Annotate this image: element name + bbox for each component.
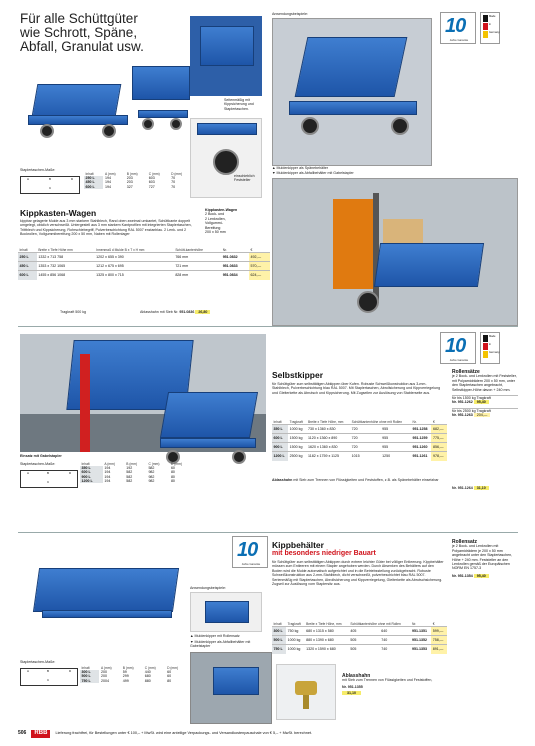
guarantee-badge bbox=[440, 12, 476, 44]
text-cell: 951.1352 bbox=[411, 636, 432, 645]
drain-tap-photo bbox=[276, 664, 336, 720]
text-cell: Rollensatz bbox=[452, 539, 478, 545]
text-cell: 880 bbox=[144, 678, 151, 683]
text-cell: mit Sieb zum Trennen von Flüssigkeiten und Feststoffen, bbox=[342, 678, 433, 683]
text-cell: 203 bbox=[126, 176, 133, 181]
table-row bbox=[272, 636, 447, 645]
table-row bbox=[80, 679, 188, 683]
text-cell: je 2 Bock- und Lenkrollen mit Feststeller, mit Polyamidrädern 200 x 50 mm, unter den Staplertaschen angebracht, Selbstkipper-Höhe davon + 240 mm. bbox=[452, 374, 517, 392]
text-cell: 951.0832 bbox=[221, 253, 249, 262]
text-cell: 200 bbox=[100, 674, 107, 679]
text-cell: 951.1261 bbox=[411, 452, 432, 461]
text-cell: 900 L bbox=[272, 443, 288, 452]
text-cell: D bbox=[69, 471, 72, 475]
text-cell: Jahre Garantie bbox=[241, 561, 261, 566]
text-cell: 10 bbox=[445, 15, 466, 37]
table-row bbox=[272, 452, 447, 461]
text-cell: 1325 x 800 x 715 bbox=[95, 271, 174, 280]
text-cell: € bbox=[432, 420, 435, 424]
text-cell: 982 bbox=[148, 478, 155, 483]
text-cell: Jahre Garantie bbox=[449, 357, 469, 362]
text-cell: 10 bbox=[445, 335, 466, 357]
load-note: Tragkraft 500 kg bbox=[60, 310, 87, 314]
text-cell: Inhalt bbox=[273, 622, 282, 626]
table-row bbox=[80, 479, 192, 483]
text-cell: Schütt-kantenhöhe bbox=[175, 248, 203, 252]
text-cell: Bereifung bbox=[205, 225, 221, 230]
text-cell: 10 bbox=[237, 539, 258, 561]
text-cell: 450 L bbox=[84, 180, 103, 184]
text-cell: 499 bbox=[122, 678, 129, 683]
text-cell: 1500 kg bbox=[288, 443, 306, 452]
text-cell: 982 bbox=[148, 470, 155, 475]
text-cell: 2500 kg bbox=[288, 452, 306, 461]
text-cell: 951.1259 bbox=[411, 434, 432, 443]
footer bbox=[18, 730, 518, 738]
text-cell: 750 L bbox=[80, 679, 99, 683]
product-title-3: Kippbehälter bbox=[272, 540, 324, 550]
text-cell: 1332 x 713 758 bbox=[37, 253, 95, 262]
text-cell: 60 bbox=[167, 670, 172, 675]
text-cell: 60 bbox=[170, 466, 175, 471]
text-cell: je 2 Bock- und Lenkrollen mit Polyamidrädern je 200 x 50 mm angebracht unter den Staplertaschen, Höhe + 240 mm. Feststeller an den Lenkrollen gemäß der Europäischen NORM EN 1757-3 bbox=[452, 544, 513, 571]
rollensatz bbox=[452, 540, 518, 578]
text-cell: 720 bbox=[350, 425, 380, 434]
text-cell: Abfall, Granulat usw. bbox=[20, 39, 144, 54]
text-cell: 500 L bbox=[272, 636, 286, 645]
product-description: kippbar gelagerte Mulde aus 3 mm starkem Stahlblech, Rand oben zweimal umkantet, Schüttkante doppelt umgelegt, obiclich verschweißt. Untergestell aus 3 mm starkem Kantprofilen mit integrierten Staplertaschen, Trittblech und Kippsicherung, Rohrschiebegriff, Pulverbeschichtung RAL 5007 enzianblau. 2 Lenk- und 2 Bockrollen, Vollgummibereifung 200 x 50 mm, Naben mit Rollenlager bbox=[20, 219, 192, 237]
text-cell: 640 bbox=[380, 627, 411, 636]
text-cell: 740 bbox=[380, 645, 411, 654]
divider bbox=[18, 326, 518, 327]
text-cell: 194 bbox=[104, 470, 111, 475]
text-cell: 600 L bbox=[272, 434, 288, 443]
text-cell: 582 bbox=[148, 466, 155, 471]
side-info bbox=[205, 208, 265, 234]
guarantee-badge-3 bbox=[232, 536, 268, 568]
application-photo bbox=[272, 18, 432, 166]
text-cell: C (mm) bbox=[148, 172, 160, 176]
dim-table bbox=[84, 172, 192, 189]
text-cell: 95,40 bbox=[474, 574, 489, 578]
kippbehaelter-photo bbox=[20, 548, 186, 628]
text-cell: 70 bbox=[171, 176, 176, 181]
text-cell: 194 bbox=[104, 184, 111, 189]
text-cell: 730 x 1360 x 830 bbox=[306, 425, 350, 434]
headline bbox=[20, 12, 180, 54]
product-subtitle-3: mit besonders niedriger Bauart bbox=[272, 550, 376, 557]
text-cell: 727 bbox=[148, 184, 155, 189]
made-in-germany-flag bbox=[480, 12, 500, 44]
text-cell: Nr. bbox=[412, 420, 417, 424]
text-cell: 200 x 50 mm bbox=[205, 230, 226, 235]
text-cell: 405 bbox=[349, 627, 380, 636]
text-cell: 80 bbox=[167, 678, 172, 683]
text-cell: 80 bbox=[170, 474, 175, 479]
text-cell: C (mm) bbox=[148, 462, 160, 466]
text-cell: 955 bbox=[381, 434, 411, 443]
text-cell: 951.1258 bbox=[411, 425, 432, 434]
text-cell: Inhalt bbox=[81, 666, 90, 670]
text-cell: A (mm) bbox=[104, 462, 115, 466]
text-cell: 1000 kg bbox=[288, 425, 306, 434]
text-cell: 59 bbox=[122, 670, 127, 675]
text-cell: Made bbox=[489, 335, 496, 338]
text-cell: C (mm) bbox=[144, 666, 156, 670]
text-cell: C bbox=[49, 186, 52, 190]
forklift-photo bbox=[272, 178, 518, 326]
product-table-3 bbox=[272, 622, 447, 654]
text-cell: 1200 L bbox=[80, 479, 103, 483]
text-cell: Tragkraft bbox=[289, 420, 303, 424]
text-cell: Tragkraft bbox=[287, 622, 301, 626]
text-cell: 506 bbox=[18, 730, 27, 736]
dim-title: Staplertaschen-Maße: bbox=[20, 168, 56, 172]
dim-table-2 bbox=[80, 462, 192, 483]
guarantee-badge-2 bbox=[440, 332, 476, 364]
text-cell: Nr. 951.1262 bbox=[452, 400, 473, 405]
text-cell: 1015 bbox=[350, 452, 380, 461]
text-cell: 955 bbox=[381, 425, 411, 434]
text-cell: 1202 x 655 x 390 bbox=[95, 253, 174, 262]
text-cell: 203 bbox=[126, 180, 133, 185]
text-cell: Jahre Garantie bbox=[449, 37, 469, 42]
text-cell: 955 bbox=[381, 443, 411, 452]
text-cell: 775,— bbox=[431, 434, 447, 443]
text-cell: 26,80 bbox=[195, 310, 210, 314]
text-cell: 1182 x 1759 x 1125 bbox=[306, 452, 350, 461]
text-cell: Lieferung frachtfrei, für Bestellungen unter € 100,– + MwSt. wird eine anteilige Verpackungs- und Versandkostenpauschale von € 5,– + MwSt. berechnet. bbox=[55, 731, 313, 735]
text-cell: 1250 bbox=[381, 452, 411, 461]
text-cell: Breite x Tiefe Höhe, mm bbox=[306, 622, 342, 626]
text-cell: 1120 x 1360 x 890 bbox=[306, 434, 350, 443]
text-cell: 720 bbox=[350, 443, 380, 452]
forklift-pocket-diagram-2 bbox=[20, 470, 78, 488]
text-cell: 951.0833 bbox=[221, 262, 249, 271]
text-cell: 828 mm bbox=[174, 271, 221, 280]
application-photo-3b bbox=[190, 652, 272, 724]
text-cell: 350 L bbox=[272, 425, 288, 434]
text-cell: A (mm) bbox=[104, 172, 116, 176]
drain-block-3 bbox=[342, 674, 442, 696]
text-cell: 1000 kg bbox=[286, 645, 305, 654]
text-cell: 682,— bbox=[431, 425, 447, 434]
table-row bbox=[84, 185, 192, 189]
table-row bbox=[272, 627, 447, 636]
text-cell: Innenmaß d Mulde B x T x H mm bbox=[96, 248, 145, 252]
text-cell: A (mm) bbox=[100, 666, 112, 670]
text-cell: 450 L bbox=[18, 262, 37, 271]
text-cell: 951.1260 bbox=[411, 443, 432, 452]
caption-3a: ▲ Muldenkipper mit Rollensatz bbox=[190, 634, 240, 638]
text-cell: Germany bbox=[489, 351, 500, 354]
text-cell: Breite x Tiefe Höhe, mm bbox=[307, 420, 344, 424]
text-cell: B bbox=[49, 177, 52, 181]
text-cell: Nr. 951.1355 bbox=[342, 684, 363, 689]
text-cell: 194 bbox=[104, 474, 111, 479]
text-cell: € bbox=[250, 248, 253, 252]
text-cell: Schüttkantenhöhe ohne mit Rollen bbox=[351, 420, 403, 424]
made-in-germany-flag-2 bbox=[480, 332, 500, 364]
text-cell: 204,— bbox=[474, 413, 491, 417]
detail-photo-top bbox=[190, 16, 262, 96]
text-cell: 194 bbox=[104, 180, 111, 185]
text-cell: 194 bbox=[104, 466, 111, 471]
text-cell: 194 bbox=[104, 478, 111, 483]
text-cell: 680 x 1315 x 580 bbox=[305, 627, 349, 636]
text-cell: 750 L bbox=[272, 645, 286, 654]
text-cell: Nr. 951.1264 bbox=[452, 486, 473, 490]
text-cell: A bbox=[27, 471, 30, 475]
product-title: Kippkasten-Wagen bbox=[20, 208, 97, 218]
text-cell: 1212 x 675 x 695 bbox=[95, 262, 174, 271]
text-cell: € bbox=[432, 622, 435, 626]
text-cell: 2004 bbox=[100, 678, 109, 683]
text-cell: D (mm) bbox=[171, 172, 183, 176]
text-cell: Ablasshahn mit Sieb Nr. bbox=[140, 310, 179, 314]
dim-table-3 bbox=[80, 666, 188, 683]
text-cell: Inhalt bbox=[81, 462, 90, 466]
kippkasten-photo bbox=[20, 60, 190, 145]
text-cell: 492,— bbox=[249, 253, 270, 262]
forklift-pocket-diagram-3 bbox=[20, 668, 78, 686]
text-cell: 2 Lenkrollen, bbox=[205, 216, 226, 221]
text-cell: 891,— bbox=[431, 645, 447, 654]
text-cell: Nr. 951.1263 bbox=[452, 413, 473, 418]
text-cell: 758,— bbox=[431, 636, 447, 645]
text-cell: 951.0834 bbox=[221, 271, 249, 280]
text-cell: Inhalt bbox=[273, 420, 282, 424]
text-cell: Schüttkantenhöhe ohne mit Rollen bbox=[350, 622, 401, 626]
text-cell: 978,— bbox=[431, 452, 447, 461]
text-cell: 95,40 bbox=[474, 400, 489, 404]
product-description-3: für Schüttgüter zum selbsttätigen Abkippen durch extrem leichter Güter bei völliger Entleerung. Kippbehälter müssen zum Entleeren mit einem Stapler angehoben werden. Durch Absenken des Behälters auf den Boden wird die Mulde automatisch aufgerichtet und in die Betriebsstellung zurückgebracht. Robuste Schweißkonstruktion aus 2-mm-Stahlblech, dicht verschweißt, pulverbeschichtet blau RAL 5007. Serienmäßig mit Staplertaschen, Abrollsicherung und Kippverriegelung, Gleiterkette als Abrutschsicherung. Zugseil zur Auslösung vom Staplersitz aus. bbox=[272, 560, 444, 587]
text-cell: 680 bbox=[144, 674, 151, 679]
text-cell: Inhalt bbox=[19, 248, 28, 252]
product-table-2 bbox=[272, 420, 447, 461]
text-cell: 982 bbox=[148, 474, 155, 479]
text-cell: 80 bbox=[170, 478, 175, 483]
text-cell: 327 bbox=[126, 184, 133, 189]
text-cell: Germany bbox=[489, 31, 500, 34]
text-cell: 603 bbox=[148, 176, 155, 181]
table-row bbox=[272, 425, 447, 434]
text-cell: 750 kg bbox=[286, 627, 305, 636]
text-cell: 951.1353 bbox=[411, 645, 432, 654]
text-cell: Breite x Tiefe Höhe mm bbox=[38, 248, 73, 252]
text-cell: Inhalt bbox=[85, 172, 94, 176]
text-cell: 720 bbox=[350, 434, 380, 443]
drain-price-2 bbox=[452, 486, 518, 490]
text-cell: 1500 kg bbox=[288, 434, 306, 443]
callout-brake: einschieblich Feststeller bbox=[234, 174, 255, 183]
text-cell: 80 bbox=[170, 470, 175, 475]
text-cell: 250 L bbox=[84, 176, 103, 180]
text-cell: Kippkasten-Wagen bbox=[205, 208, 238, 212]
text-cell: D (mm) bbox=[170, 462, 182, 466]
text-cell: 900 L bbox=[80, 475, 103, 479]
text-cell: B (mm) bbox=[122, 666, 134, 670]
text-cell: 1200 L bbox=[272, 452, 288, 461]
text-cell: 600 L bbox=[84, 185, 103, 189]
text-cell: B bbox=[47, 669, 50, 673]
text-cell: 350 L bbox=[80, 466, 103, 470]
forklift-pocket-diagram bbox=[20, 176, 80, 194]
text-cell: 600 L bbox=[18, 271, 37, 280]
text-cell: 570,— bbox=[249, 262, 270, 271]
text-cell: 1455 x 856 1068 bbox=[37, 271, 95, 280]
text-cell: B bbox=[47, 471, 50, 475]
text-cell: Ablasshahn bbox=[272, 478, 293, 482]
product-title-2: Selbstkipper bbox=[272, 370, 324, 380]
caption-forklift: Einsatz mit Gabelstapler bbox=[20, 454, 62, 458]
application-photo-3a bbox=[190, 592, 262, 632]
text-cell: A bbox=[27, 177, 30, 181]
text-cell: 740 bbox=[380, 636, 411, 645]
text-cell: für bis 2500 kg Tragkraft bbox=[452, 408, 518, 413]
rollensaetze bbox=[452, 370, 518, 418]
caption-3b: ▼ Muldenkipper als Abfallbehälter mit Gabelstapler bbox=[190, 640, 251, 649]
text-cell: Nr. bbox=[222, 248, 227, 252]
text-cell: in bbox=[489, 23, 492, 26]
table-row bbox=[272, 434, 447, 443]
example-label-3: Anwendungsbeispiele: bbox=[190, 586, 226, 590]
drain-block-2 bbox=[272, 478, 442, 482]
text-cell: für bis 1500 kg Tragkraft bbox=[452, 395, 518, 400]
text-cell: Vollgummi- bbox=[205, 221, 223, 226]
text-cell: 603 bbox=[148, 180, 155, 185]
text-cell: 721 mm bbox=[174, 262, 221, 271]
text-cell: D bbox=[71, 177, 74, 181]
photo-caption-bottom: ▼ Muldenkipper als Abfallbehälter mit Gabelstapler bbox=[272, 171, 354, 175]
text-cell: 300 L bbox=[80, 670, 99, 674]
callout-fork: Seitenmäßig mit Kippsicherung und Staplertaschen. bbox=[224, 98, 254, 111]
text-cell: D bbox=[69, 669, 72, 673]
text-cell: 31,10 bbox=[474, 486, 489, 490]
detail-photo-wheel bbox=[190, 118, 262, 198]
text-cell: 1353 x 732 1065 bbox=[37, 262, 95, 271]
text-cell: Nr. 951.1354 bbox=[452, 573, 473, 578]
text-cell: 600 L bbox=[80, 470, 103, 474]
text-cell: 505 bbox=[349, 645, 380, 654]
text-cell: 31,10 bbox=[342, 691, 361, 695]
text-cell: 582 bbox=[126, 474, 133, 479]
text-cell: C bbox=[47, 678, 50, 682]
text-cell: 299 bbox=[122, 674, 129, 679]
text-cell: 60 bbox=[167, 674, 172, 679]
text-cell: 582 bbox=[126, 478, 133, 483]
text-cell: 1320 x 1590 x 680 bbox=[305, 645, 349, 654]
brand-logo: RBB bbox=[31, 730, 50, 738]
table-row bbox=[18, 262, 270, 271]
text-cell: 951.0836 bbox=[179, 310, 195, 314]
text-cell: 624,— bbox=[249, 271, 270, 280]
product-table bbox=[18, 248, 270, 280]
photo-caption-top: ▲ Muldenkipper als Spänebehälter bbox=[272, 166, 329, 170]
text-cell: A bbox=[27, 669, 30, 673]
text-cell: 582 bbox=[126, 470, 133, 475]
divider-2 bbox=[18, 532, 518, 533]
dim-title-2: Staplertaschen-Maße: bbox=[20, 462, 56, 466]
text-cell: 2 Bock- und bbox=[205, 212, 225, 217]
text-cell: D (mm) bbox=[167, 666, 179, 670]
example-label: Anwendungsbeispiele: bbox=[272, 12, 308, 16]
dim-title-3: Staplertaschen-Maße: bbox=[20, 660, 56, 664]
text-cell: 951.1351 bbox=[411, 627, 432, 636]
text-cell: 440 bbox=[144, 670, 151, 675]
text-cell: 70 bbox=[171, 184, 176, 189]
text-cell: 856,— bbox=[431, 443, 447, 452]
text-cell: 192 bbox=[126, 466, 133, 471]
text-cell: Nr. bbox=[412, 622, 417, 626]
text-cell: in bbox=[489, 343, 492, 346]
product-description-2: für Schüttgüter zum selbsttätigen Abkippen über Kufen. Robuste Schweißkonstruktion aus 3-mm-Stahlblech, Pulverbeschichtung blau RAL 5007. Mit Staplertaschen, Abrollsicherung und Kippverriegelung und Gleiterkette als Abrutsch und Kippsicherung. Mit Zugseilen zur Auslösung von Stablerseite aus. bbox=[272, 382, 441, 395]
text-cell: 1000 kg bbox=[286, 636, 305, 645]
text-cell: B (mm) bbox=[126, 172, 138, 176]
drain-line bbox=[140, 310, 270, 314]
text-cell: B (mm) bbox=[126, 462, 138, 466]
text-cell: Für alle Schüttgüter bbox=[20, 11, 138, 26]
table-row bbox=[272, 443, 447, 452]
text-cell: 200 bbox=[100, 670, 107, 675]
text-cell: 505 bbox=[349, 636, 380, 645]
text-cell: Rollensätze bbox=[452, 369, 480, 375]
text-cell: 194 bbox=[104, 176, 111, 181]
table-row bbox=[272, 645, 447, 654]
table-row bbox=[18, 253, 270, 262]
text-cell: wie Schrott, Späne, bbox=[20, 25, 138, 40]
text-cell: mit Sieb zum Trennen von Flüssigkeiten und Feststoffen, z.B. als Spänebehälter einsetzbar bbox=[293, 478, 439, 482]
text-cell: Made bbox=[489, 15, 496, 18]
text-cell: Ablasshahn bbox=[342, 673, 371, 679]
text-cell: 500 L bbox=[80, 674, 99, 678]
text-cell: 880 x 1390 x 680 bbox=[305, 636, 349, 645]
text-cell: 250 L bbox=[18, 253, 37, 262]
text-cell: 766 mm bbox=[174, 253, 221, 262]
text-cell: 300 L bbox=[272, 627, 286, 636]
text-cell: C bbox=[47, 480, 50, 484]
text-cell: 599,— bbox=[431, 627, 447, 636]
text-cell: 1620 x 1360 x 830 bbox=[306, 443, 350, 452]
text-cell: 70 bbox=[171, 180, 176, 185]
table-row bbox=[18, 271, 270, 280]
